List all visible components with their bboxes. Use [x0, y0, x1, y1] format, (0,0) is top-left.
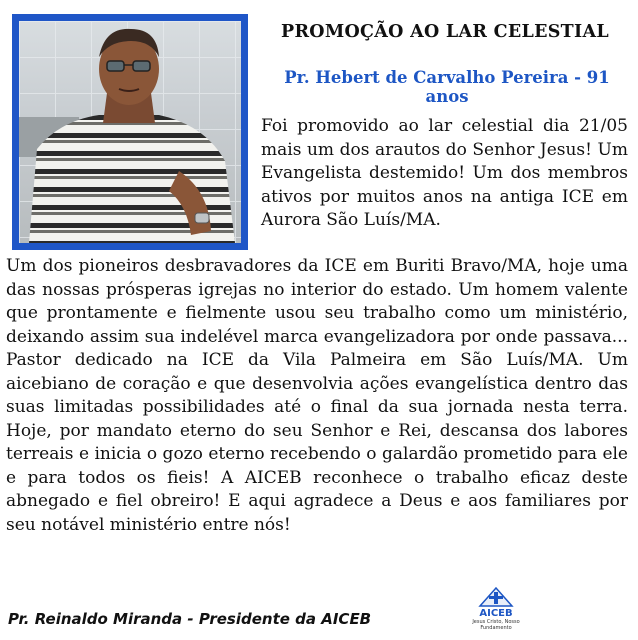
signature: Pr. Reinaldo Miranda - Presidente da AICEB	[8, 610, 372, 628]
logo-wordmark: AICEB	[479, 608, 513, 619]
intro-paragraph: Foi promovido ao lar celestial dia 21/05 mais um dos arautos do Senhor Jesus! Um Evangelista destemido! Um dos membros ativos por muitos anos na antiga ICE em Aurora São Luís/MA.	[261, 116, 628, 230]
aiceb-logo	[468, 584, 524, 636]
portrait-photo-frame	[12, 14, 248, 250]
aiceb-logo-icon	[476, 584, 516, 608]
page-title: PROMOÇÃO AO LAR CELESTIAL	[281, 22, 609, 42]
logo-tagline: Jesus Cristo, Nosso Fundamento	[472, 619, 520, 631]
deceased-name-subtitle: Pr. Hebert de Carvalho Pereira - 91 anos	[284, 68, 610, 106]
body-paragraph: Um dos pioneiros desbravadores da ICE em Buriti Bravo/MA, hoje uma das nossas prósperas igrejas no interior do estado. Um homem valente que prontamente e fielmente usou seu trabalho como um ministério, deixando assim sua indelével marca evangelizadora por onde passava... Pastor dedicado na ICE da Vila Palmeira em São Luís/MA. Um aicebiano de coração e que desenvolvia ações evangelística dentro das suas limitadas possibilidades até o final da sua jornada nesta terra. Hoje, por mandato eterno do seu Senhor e Rei, descansa dos labores terreais e inicia o gozo eterno recebendo o galardão prometido para ele e para todos os fieis! A AICEB reconhece o trabalho eficaz deste abnegado e fiel obreiro! E aqui agradece a Deus e aos familiares por seu notável ministério entre nós!	[6, 256, 628, 535]
portrait-photo	[19, 21, 241, 243]
